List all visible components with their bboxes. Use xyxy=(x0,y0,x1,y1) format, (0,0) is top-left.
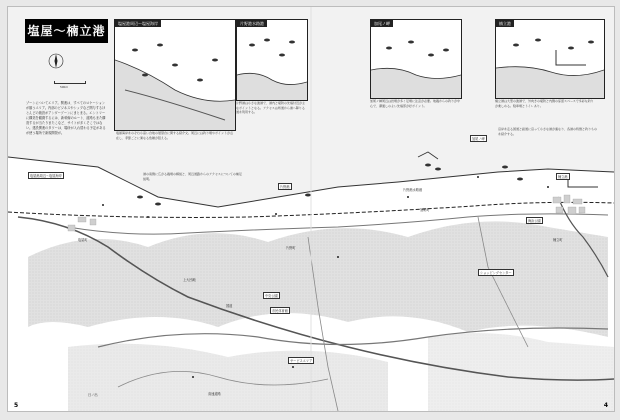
description-block: 片野港は小さな漁港で、港内と堤防の先端付近が主なポイントとなる。アクセスは県道から港へ降りる道を利用する。 xyxy=(236,101,305,115)
place-label: サービスエリア xyxy=(290,359,313,363)
place-label: 高速道路 xyxy=(208,392,221,396)
place-label: ショッピングセンター xyxy=(480,271,512,275)
intro-text: ゾーンについてエリア。関連は、すべてのロケーションが揃うエリア。内部のビジネスやシップなど関与するほとんどの施設がアンダーゾーンにまとまる。エントリーに構造を観測するには、新幹線のルート、道路もまた構造するが当たりまたこなど、サイトが多くそこではない。建設関連のタワーは、場所が入れ替わる予定があるが使う場所で新規開発が。 xyxy=(26,101,106,135)
place-label: 加尾町 xyxy=(420,208,430,212)
place-label: 塩屋町 xyxy=(78,238,88,242)
place-label: 国道 xyxy=(226,304,233,308)
inset-map-graphic xyxy=(237,20,307,100)
place-label: 日ノ出 xyxy=(88,393,98,397)
inset-map-graphic xyxy=(496,20,604,98)
description-block: 塩屋海岸をのぞむ小高い台地の展望台に関する紹介文。周辺には釣り場やポイントが点在し、季節ごとに異なる魚種が狙える。 xyxy=(116,131,234,140)
inset-title: 片野港水路港 xyxy=(237,20,267,27)
page-number-left: 5 xyxy=(14,402,19,409)
map-title: 塩屋～楠立港 xyxy=(25,19,108,43)
inset-title: 塩屋港周辺～塩屋海岸 xyxy=(115,20,161,27)
place-label: 海浜公園 xyxy=(528,219,541,223)
inset-map-graphic xyxy=(371,20,461,98)
place-label: 中央公園 xyxy=(265,294,278,298)
scale-label: 500m xyxy=(60,85,69,89)
description-block: 加尾ノ岬周辺は岩場が多く足場に注意が必要。地磯からの釣りが中心で、潮通しのよい先端部が好ポイント。 xyxy=(370,99,461,108)
inset-title: 楠立港 xyxy=(496,20,514,27)
inset-map-kaonomisaki xyxy=(370,19,462,99)
place-label: 楠立町 xyxy=(553,238,563,242)
inset-title: 加尾ノ岬 xyxy=(371,20,393,27)
place-label: 片野港 xyxy=(280,185,290,189)
inset-map-katano xyxy=(236,19,308,101)
place-label: 片野港水路港 xyxy=(403,188,423,192)
inset-map-shioya xyxy=(114,19,236,131)
compass-icon xyxy=(48,53,64,69)
description-block: 沿岸を走る国道と鉄道に沿って小さな港が連なり、各港の特徴と釣りものを紹介する。 xyxy=(498,127,598,136)
description-block: 港の南側に広がる磯場の解説と、周辺道路からのアクセスについての補足説明。 xyxy=(143,172,242,181)
place-label: 市民体育館 xyxy=(272,309,288,313)
inset-map-kusudachi xyxy=(495,19,605,99)
place-label: 片野町 xyxy=(286,246,296,250)
description-block: 楠立港は大型の漁港で、外向きの堤防と内側の係留スペースで多彩な釣りが楽しめる。駐車場とトイレあり。 xyxy=(495,99,594,108)
place-label: 加尾ノ岬 xyxy=(472,137,485,141)
map-spread xyxy=(7,6,615,412)
page-number-right: 4 xyxy=(603,402,608,409)
place-label: 楠立港 xyxy=(558,175,568,179)
inset-map-graphic xyxy=(115,20,235,130)
scale-bar xyxy=(54,81,86,84)
place-label: 上大団地 xyxy=(183,278,196,282)
place-label: 塩屋港周辺～塩屋海岸 xyxy=(30,174,62,178)
